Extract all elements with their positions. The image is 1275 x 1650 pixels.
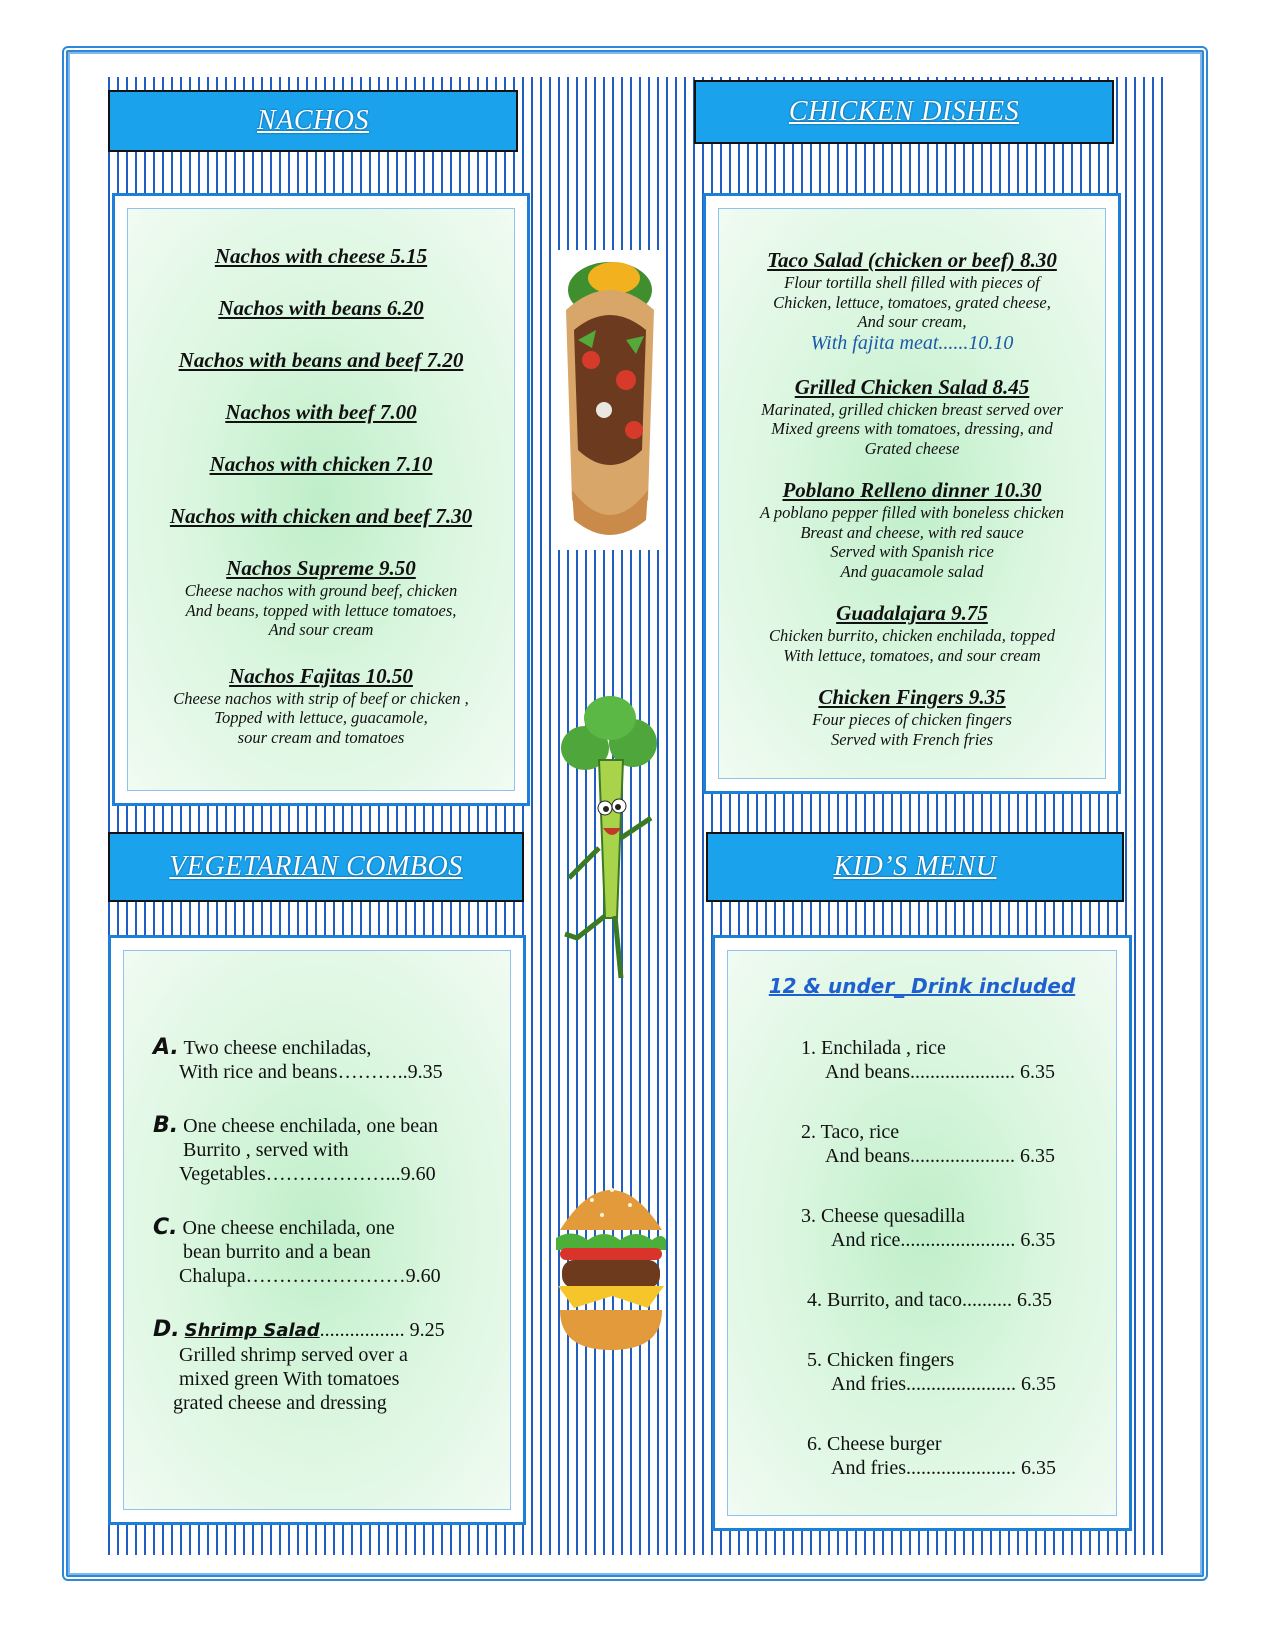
chicken-item-desc: Chicken burrito, chicken enchilada, topped	[769, 626, 1055, 645]
kids-item-line: And fries...................... 6.35	[831, 1457, 1056, 1479]
chicken-header	[694, 80, 1114, 144]
nachos-item-desc: Cheese nachos with strip of beef or chicken ,	[173, 688, 469, 708]
combo-letter: B.	[153, 1113, 179, 1138]
combo-line: With rice and beans………..9.35	[179, 1061, 443, 1083]
nachos-item	[115, 348, 527, 373]
nachos-item-name: Nachos with chicken and beef 7.30	[169, 504, 473, 528]
chicken-item-desc: A poblano pepper filled with boneless chicken	[760, 503, 1064, 522]
nachos-item	[115, 504, 527, 529]
combo-line: Burrito , served with	[183, 1139, 349, 1161]
nachos-item	[115, 400, 527, 425]
kids-item-line: 2. Taco, rice	[801, 1121, 900, 1143]
chicken-panel	[703, 193, 1121, 794]
combo-item	[153, 1114, 523, 1186]
nachos-header	[108, 90, 518, 152]
chicken-item-desc: Breast and cheese, with red sauce	[800, 522, 1024, 542]
chicken-item-desc: Served with French fries	[830, 729, 994, 749]
nachos-item-name: Nachos with beef 7.00	[225, 400, 417, 424]
nachos-item-desc: Topped with lettuce, guacamole,	[214, 708, 428, 727]
chicken-item-desc: Four pieces of chicken fingers	[812, 710, 1012, 729]
combo-line: Vegetables………………...9.60	[179, 1163, 436, 1185]
chicken-item-name: Grilled Chicken Salad 8.45	[794, 374, 1030, 399]
chicken-item	[706, 601, 1118, 665]
combo-item	[153, 1318, 523, 1415]
combo-line: One cheese enchilada, one	[182, 1217, 395, 1239]
chicken-item-desc: Grated cheese	[864, 438, 960, 458]
kids-header	[706, 832, 1124, 902]
kids-item-line: 1. Enchilada , rice	[801, 1037, 946, 1059]
chicken-item-name: Poblano Relleno dinner 10.30	[782, 478, 1042, 502]
nachos-item-desc: Cheese nachos with ground beef, chicken	[184, 581, 458, 600]
kids-item-line: And beans..................... 6.35	[825, 1061, 1055, 1083]
vegetarian-header	[108, 832, 524, 902]
nachos-item-name: Nachos with beans and beef 7.20	[178, 348, 464, 372]
fajita-option: With fajita meat......10.10	[810, 331, 1014, 354]
nachos-item-name: Nachos Supreme 9.50	[226, 556, 416, 580]
kids-item	[801, 1348, 1129, 1396]
nachos-item-name: Nachos Fajitas 10.50	[229, 663, 413, 688]
nachos-item-desc: sour cream and tomatoes	[237, 727, 405, 747]
nachos-item-name: Nachos with chicken 7.10	[209, 452, 433, 476]
chicken-item	[706, 248, 1118, 355]
kids-item	[801, 1432, 1129, 1480]
kids-item-line: And beans..................... 6.35	[825, 1145, 1055, 1167]
chicken-item-desc: Marinated, grilled chicken breast served over	[761, 399, 1063, 419]
chicken-item	[706, 478, 1118, 581]
combo-line: Two cheese enchiladas,	[183, 1037, 372, 1059]
nachos-item-name: Nachos with cheese 5.15	[214, 244, 428, 268]
chicken-item	[706, 375, 1118, 459]
combo-title: Shrimp Salad	[184, 1320, 320, 1341]
chicken-item-desc: With lettuce, tomatoes, and sour cream	[783, 645, 1041, 665]
nachos-item	[115, 452, 527, 477]
kids-item-line: 6. Cheese burger	[807, 1433, 942, 1455]
kids-subtitle: 12 & under_ Drink included	[768, 974, 1076, 998]
nachos-item-name: Nachos with beans 6.20	[218, 296, 424, 320]
chicken-item-desc: Flour tortilla shell filled with pieces of	[784, 273, 1040, 292]
chicken-item-desc: And guacamole salad	[840, 561, 984, 581]
combo-line: mixed green With tomatoes	[179, 1368, 400, 1390]
nachos-item-desc: And sour cream	[268, 620, 374, 639]
kids-panel	[712, 935, 1132, 1531]
kids-item-line: 4. Burrito, and taco.......... 6.35	[807, 1289, 1052, 1311]
combo-line: One cheese enchilada, one bean	[183, 1115, 439, 1137]
kids-item-line: 5. Chicken fingers	[807, 1349, 955, 1371]
nachos-panel	[112, 193, 530, 806]
kids-item-line: And fries...................... 6.35	[831, 1373, 1056, 1395]
nachos-item	[115, 556, 527, 640]
combo-price: ................. 9.25	[319, 1319, 445, 1341]
taco-salad-image	[556, 250, 664, 550]
combo-line: grated cheese and dressing	[173, 1392, 387, 1414]
nachos-item	[115, 664, 527, 748]
chicken-item-desc: Chicken, lettuce, tomatoes, grated cheese,	[773, 292, 1051, 312]
chicken-item	[706, 685, 1118, 749]
chicken-item-name: Chicken Fingers 9.35	[818, 685, 1006, 709]
kids-item	[801, 1036, 1129, 1084]
combo-line: Grilled shrimp served over a	[179, 1344, 408, 1366]
chicken-item-desc: And sour cream,	[857, 312, 967, 331]
nachos-item	[115, 296, 527, 321]
nachos-item-desc: And beans, topped with lettuce tomatoes,	[185, 600, 457, 620]
combo-letter: C.	[153, 1215, 178, 1240]
combo-letter: A.	[153, 1035, 179, 1060]
combo-line: bean burrito and a bean	[183, 1241, 371, 1263]
kids-title: KID’S MENU	[833, 851, 997, 882]
chicken-item-desc: Served with Spanish rice	[830, 542, 994, 561]
vegetarian-panel	[108, 935, 526, 1525]
vegetarian-title: VEGETARIAN COMBOS	[169, 851, 463, 882]
kids-item	[801, 1204, 1129, 1252]
kids-item	[801, 1288, 1129, 1312]
celery-cartoon-image	[555, 688, 665, 988]
hamburger-image	[552, 1160, 670, 1360]
combo-line: Chalupa……………………9.60	[179, 1265, 441, 1287]
chicken-item-desc: Mixed greens with tomatoes, dressing, and	[771, 419, 1053, 438]
combo-letter: D.	[153, 1317, 180, 1342]
combo-item	[153, 1216, 523, 1288]
chicken-item-name: Guadalajara 9.75	[836, 601, 988, 625]
chicken-title: CHICKEN DISHES	[788, 96, 1020, 127]
chicken-item-name: Taco Salad (chicken or beef) 8.30	[767, 248, 1057, 272]
combo-item	[153, 1036, 523, 1084]
kids-item-line: 3. Cheese quesadilla	[801, 1205, 965, 1227]
nachos-item	[115, 244, 527, 269]
kids-item	[801, 1120, 1129, 1168]
kids-item-line: And rice....................... 6.35	[831, 1229, 1056, 1251]
nachos-title: NACHOS	[257, 105, 369, 136]
